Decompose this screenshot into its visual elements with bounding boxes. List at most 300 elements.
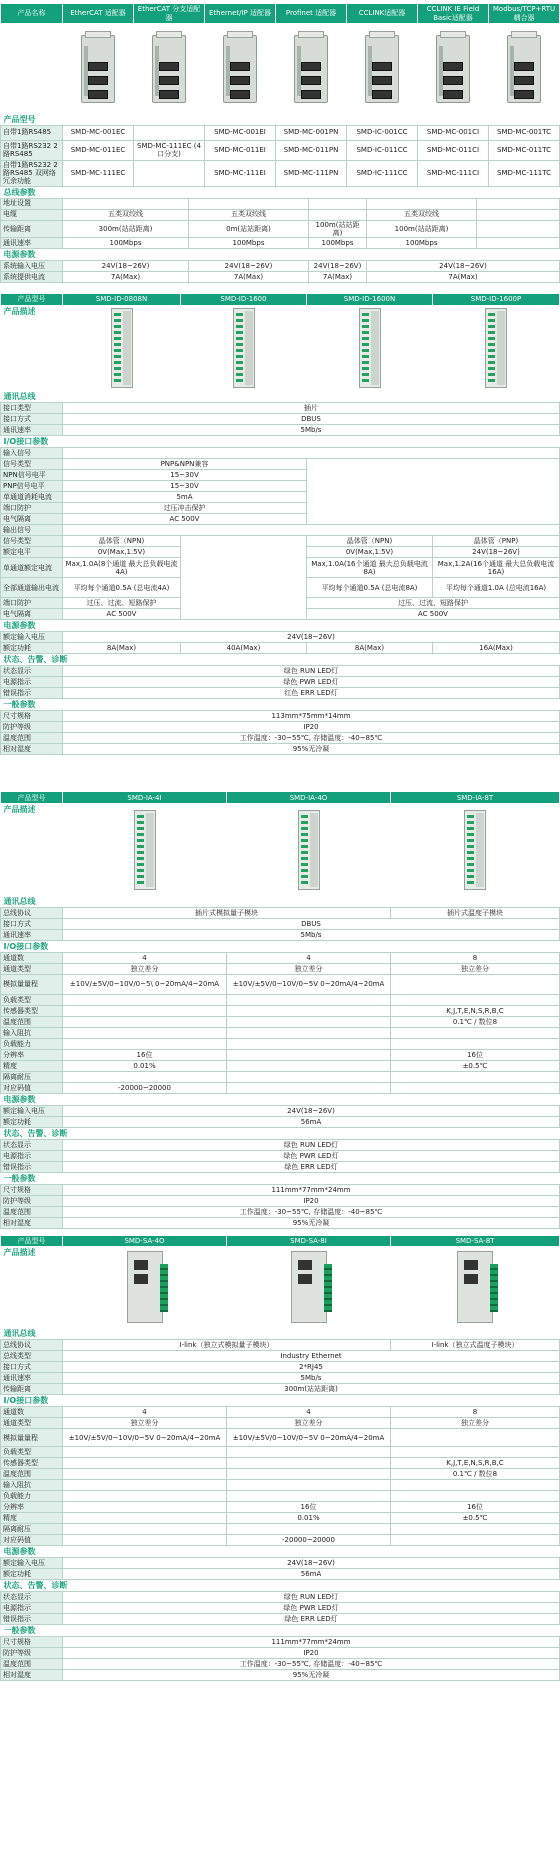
cell: 100Mbps (63, 237, 189, 248)
header-cell: Profinet 适配器 (276, 4, 347, 24)
table-row (1, 260, 560, 271)
cell: 0.1℃ / 数位8 (391, 1469, 560, 1480)
cell: Max,1.2A(16个通道 最大总负载电流16A) (433, 558, 560, 578)
cell: 16A(Max) (433, 643, 560, 654)
cell: 独立差分 (391, 1418, 560, 1429)
cell (307, 459, 560, 525)
cell (227, 1027, 391, 1038)
table-row (1, 1082, 560, 1093)
cell: SMD-MC-011PN (276, 140, 347, 160)
cell: 过压、过流、短路保护 (307, 598, 560, 609)
adapter-header-row (1, 4, 560, 24)
cell: 工作温度：-30~55℃, 存储温度：-40~85℃ (63, 1659, 560, 1670)
cell (391, 1535, 560, 1546)
cell (63, 1027, 227, 1038)
table-row (1, 1195, 560, 1206)
row-label: 输入阻抗 (1, 1480, 63, 1491)
row-label: 传感器类型 (1, 1005, 63, 1016)
table-row (1, 1614, 560, 1625)
section-title: 产品描述 (3, 306, 36, 316)
cell: AC 500V (63, 609, 181, 620)
standalone-io-table (0, 1235, 560, 1682)
row-label: 通讯速率 (1, 425, 63, 436)
cell: 过压冲击保护 (63, 503, 307, 514)
row-label: 额定功耗 (1, 1569, 63, 1580)
cell (227, 1524, 391, 1535)
cell: 绿色 PWR LED灯 (63, 677, 560, 688)
cell: 95%无冷凝 (63, 1670, 560, 1681)
row-label: 相对湿度 (1, 1217, 63, 1228)
cell: SMD-MC-011EC (63, 140, 134, 160)
table-row (1, 209, 560, 220)
row-label: 自带1路RS232 2路RS485 (1, 140, 63, 160)
cell: 5mA (63, 492, 307, 503)
header-cell: 产品型号 (1, 293, 63, 305)
cell: 独立差分 (391, 963, 560, 974)
row-label: 额定功耗 (1, 1116, 63, 1127)
cell: 平均每个通道0.5A (总电流4A) (63, 578, 181, 598)
cell (227, 1005, 391, 1016)
cell: SMD-MC-001EC (63, 125, 134, 140)
section-title: 产品描述 (3, 805, 36, 815)
cell: 4 (227, 952, 391, 963)
row-label: 电气隔离 (1, 514, 63, 525)
cell: 平均每个通道0.5A (总电流8A) (307, 578, 433, 598)
cell: 16位 (391, 1502, 560, 1513)
row-label: 额定输入电压 (1, 1558, 63, 1569)
cell: DBUS (63, 414, 560, 425)
section-title: 通讯总线 (3, 1329, 36, 1339)
cell (63, 1469, 227, 1480)
cell: AC 500V (307, 609, 560, 620)
row-label: 通道数 (1, 1407, 63, 1418)
analog-io-table (0, 791, 560, 1229)
cell: SMD-MC-111EC (4口分支) (134, 140, 205, 160)
cell: 24V(18~26V) (367, 260, 560, 271)
cell: 绿色 PWR LED灯 (63, 1603, 560, 1614)
cell: 绿色 ERR LED灯 (63, 1161, 560, 1172)
cell: 独立差分 (63, 963, 227, 974)
cell: 独立差分 (227, 1418, 391, 1429)
row-label: 传感器类型 (1, 1458, 63, 1469)
cell: SMD-IC-011CC (347, 140, 418, 160)
cell: PNP&NPN兼容 (63, 459, 307, 470)
cell (391, 1429, 560, 1447)
table-row (1, 907, 560, 918)
table-row (1, 952, 560, 963)
cell (391, 1071, 560, 1082)
section-title: 状态、告警、诊断 (3, 1581, 68, 1591)
cell: 95%无冷凝 (63, 1217, 560, 1228)
row-label: 接口类型 (1, 403, 63, 414)
cell: 5Mb/s (63, 425, 560, 436)
cell (391, 1480, 560, 1491)
section-title: 一般参数 (3, 1626, 36, 1636)
cell: SMD-MC-111TC (489, 160, 560, 186)
row-label: 输出信号 (1, 525, 63, 536)
cell: 0.01% (227, 1513, 391, 1524)
cell: 晶体管（NPN) (307, 536, 433, 547)
cell (63, 1038, 227, 1049)
cell: SMD-MC-111EC (63, 160, 134, 186)
row-label: 温度范围 (1, 1016, 63, 1027)
cell (477, 198, 560, 209)
table-row (1, 1005, 560, 1016)
io-slim-module-image (298, 810, 320, 890)
cell: 独立差分 (63, 1418, 227, 1429)
cell (227, 1480, 391, 1491)
table-row (1, 525, 560, 536)
row-label: 单通道额定电流 (1, 558, 63, 578)
table-row (1, 1038, 560, 1049)
cell: 4 (63, 1407, 227, 1418)
standalone-module-image (457, 1251, 493, 1323)
cell: ±10V/±5V/0~10V/0~5\ 0~20mA/4~20mA (63, 974, 227, 994)
table-row (1, 994, 560, 1005)
row-label: 系统提供电流 (1, 271, 63, 282)
header-cell: SMD-IA-8T (391, 792, 560, 804)
cell: 15~30V (63, 481, 307, 492)
cell: 300m(站站距离) (63, 220, 189, 237)
table-row (1, 1217, 560, 1228)
cell (227, 1491, 391, 1502)
table-row (1, 929, 560, 940)
section-title: 总线参数 (3, 187, 36, 197)
row-label: 端口防护 (1, 503, 63, 514)
cell: 绿色 RUN LED灯 (63, 666, 560, 677)
section-title: 电源参数 (3, 621, 36, 631)
table-row (1, 448, 560, 459)
row-label: 接口方式 (1, 1362, 63, 1373)
io-header-row (1, 792, 560, 804)
row-label: 通讯速率 (1, 929, 63, 940)
adapter-module-image (294, 35, 328, 103)
table-row (1, 733, 560, 744)
row-label: 电缆 (1, 209, 63, 220)
table-row (1, 918, 560, 929)
cell (63, 1071, 227, 1082)
table-row (1, 414, 560, 425)
cell: 111mm*77mm*24mm (63, 1184, 560, 1195)
cell (63, 1513, 227, 1524)
row-label: 状态显示 (1, 666, 63, 677)
header-cell: SMD-IA-4O (227, 792, 391, 804)
row-label: 通道类型 (1, 1418, 63, 1429)
cell: 7A(Max) (189, 271, 309, 282)
row-label: 错误指示 (1, 688, 63, 699)
table-row (1, 1524, 560, 1535)
cell (63, 1447, 227, 1458)
cell: 7A(Max) (309, 271, 367, 282)
row-label: PNP信号电平 (1, 481, 63, 492)
row-label: 负载类型 (1, 1447, 63, 1458)
section-title: 状态、告警、诊断 (3, 655, 68, 665)
cell: 5Mb/s (63, 1373, 560, 1384)
row-label: 温度范围 (1, 733, 63, 744)
cell (391, 1027, 560, 1038)
cell: K,J,T,E,N,S,R,B,C (391, 1005, 560, 1016)
row-label: 通讯速率 (1, 1373, 63, 1384)
table-row (1, 963, 560, 974)
header-cell: SMD-SA-8I (227, 1235, 391, 1246)
row-label: 精度 (1, 1513, 63, 1524)
cell: 7A(Max) (63, 271, 189, 282)
cell: 绿色 PWR LED灯 (63, 1150, 560, 1161)
table-row (1, 1418, 560, 1429)
cell (63, 525, 560, 536)
row-label: 防护等级 (1, 1195, 63, 1206)
cell (367, 198, 477, 209)
cell: DBUS (63, 918, 560, 929)
row-label: 温度范围 (1, 1469, 63, 1480)
cell (391, 1491, 560, 1502)
io-image-row (1, 1246, 560, 1328)
cell (227, 1060, 391, 1071)
cell (63, 1458, 227, 1469)
cell: IP20 (63, 1648, 560, 1659)
cell: 晶体管（PNP) (433, 536, 560, 547)
header-cell: Ethernet/IP 适配器 (205, 4, 276, 24)
row-label: 状态显示 (1, 1592, 63, 1603)
cell (134, 160, 205, 186)
row-label: 额定输入电压 (1, 632, 63, 643)
cell (309, 198, 367, 209)
row-label: 负载类型 (1, 994, 63, 1005)
cell: 100m(站站距离) (367, 220, 477, 237)
cell: IP20 (63, 722, 560, 733)
table-row (1, 536, 560, 547)
table-row (1, 1458, 560, 1469)
row-label: 输入信号 (1, 448, 63, 459)
digital-io-table (0, 293, 560, 756)
row-label: 地址设置 (1, 198, 63, 209)
row-label: 系统输入电压 (1, 260, 63, 271)
cell: 24V(18~26V) (63, 260, 189, 271)
table-row (1, 632, 560, 643)
cell (63, 198, 189, 209)
cell: Max,1.0A(16个通道 最大总负载电流8A) (307, 558, 433, 578)
cell (63, 1016, 227, 1027)
table-row (1, 1027, 560, 1038)
table-row (1, 643, 560, 654)
adapter-bus-table (0, 198, 560, 283)
row-label: 相对湿度 (1, 1670, 63, 1681)
row-label: 信号类型 (1, 459, 63, 470)
row-label: 额定电平 (1, 547, 63, 558)
cell: 56mA (63, 1116, 560, 1127)
io-image-row (1, 305, 560, 391)
cell: IP20 (63, 1195, 560, 1206)
row-label: 温度范围 (1, 1206, 63, 1217)
cell: 16位 (227, 1502, 391, 1513)
cell: SMD-IC-111CC (347, 160, 418, 186)
cell: 24V(18~26V) (63, 1105, 560, 1116)
table-row (1, 1637, 560, 1648)
cell: 工作温度：-30~55℃, 存储温度：-40~85℃ (63, 1206, 560, 1217)
cell: ±0.5℃ (391, 1513, 560, 1524)
row-label: 自带1路RS232 2路RS485 双网络冗余功能 (1, 160, 63, 186)
cell: SMD-MC-001CI (418, 125, 489, 140)
row-label: NPN信号电平 (1, 470, 63, 481)
row-label: 尺寸规格 (1, 711, 63, 722)
cell: 8 (391, 952, 560, 963)
table-row (1, 1384, 560, 1395)
table-row (1, 1447, 560, 1458)
row-label: 输入阻抗 (1, 1027, 63, 1038)
header-cell: EtherCAT 分支适配器 (134, 4, 205, 24)
table-row (1, 1407, 560, 1418)
cell: 五类双绞线 (63, 209, 189, 220)
table-row (1, 1340, 560, 1351)
cell: Max,1.0A(8个通道 最大总负载电流4A) (63, 558, 181, 578)
cell (63, 994, 227, 1005)
row-label: 通讯速率 (1, 237, 63, 248)
adapter-table (0, 3, 560, 198)
io-header-row (1, 293, 560, 305)
cell: 0V(Max,1.5V) (307, 547, 433, 558)
table-row (1, 271, 560, 282)
table-row (1, 425, 560, 436)
cell: 24V(18~26V) (189, 260, 309, 271)
cell: ±0.5℃ (391, 1060, 560, 1071)
cell: AC 500V (63, 514, 307, 525)
cell (227, 1071, 391, 1082)
cell: 300m(站站距离) (63, 1384, 560, 1395)
cell: 56mA (63, 1569, 560, 1580)
cell: 16位 (63, 1049, 227, 1060)
row-label: 总线协议 (1, 1340, 63, 1351)
header-cell: SMD-ID-1600N (307, 293, 433, 305)
cell: 24V(18~26V) (433, 547, 560, 558)
cell: SMD-MC-011EI (205, 140, 276, 160)
table-row (1, 1480, 560, 1491)
cell: 5Mb/s (63, 929, 560, 940)
table-row (1, 237, 560, 248)
table-row (1, 403, 560, 414)
row-label: 额定输入电压 (1, 1105, 63, 1116)
row-label: 通道数 (1, 952, 63, 963)
section-title: 产品描述 (3, 1247, 36, 1257)
cell: SMD-MC-011TC (489, 140, 560, 160)
cell: K,J,T,E,N,S,R,B,C (391, 1458, 560, 1469)
cell (227, 1038, 391, 1049)
table-row (1, 1535, 560, 1546)
cell: 8A(Max) (63, 643, 181, 654)
cell: 113mm*75mm*14mm (63, 711, 560, 722)
cell (227, 1049, 391, 1060)
io-slim-module-image (233, 308, 255, 388)
row-label: 负载能力 (1, 1491, 63, 1502)
row-label: 通道类型 (1, 963, 63, 974)
row-label: 总线类型 (1, 1351, 63, 1362)
adapter-module-image (81, 35, 115, 103)
table-row (1, 1502, 560, 1513)
cell (227, 1458, 391, 1469)
row-label: 模拟量量程 (1, 974, 63, 994)
table-row (1, 1429, 560, 1447)
standalone-module-image (291, 1251, 327, 1323)
row-label: 分辨率 (1, 1502, 63, 1513)
io-slim-module-image (464, 810, 486, 890)
adapter-module-image (152, 35, 186, 103)
cell: SMD-MC-111PN (276, 160, 347, 186)
cell: 绿色 RUN LED灯 (63, 1139, 560, 1150)
adapter-module-image (436, 35, 470, 103)
section-title: 电源参数 (3, 249, 36, 259)
table-row (1, 1060, 560, 1071)
row-label: 隔离耐压 (1, 1524, 63, 1535)
header-cell: SMD-IA-4I (63, 792, 227, 804)
cell (63, 448, 560, 459)
cell: 24V(18~26V) (309, 260, 367, 271)
cell: 插片 (63, 403, 560, 414)
io-slim-module-image (359, 308, 381, 388)
cell: 平均每个通道1.0A (总电流16A) (433, 578, 560, 598)
table-row (1, 160, 560, 186)
cell: I-link（独立式模拟量子模块） (63, 1340, 391, 1351)
section-title: I/O接口参数 (3, 437, 49, 447)
cell: 100Mbps (189, 237, 309, 248)
table-row (1, 1362, 560, 1373)
row-label: 接口方式 (1, 414, 63, 425)
cell (391, 1524, 560, 1535)
header-cell: CCLINK适配器 (347, 4, 418, 24)
cell (477, 209, 560, 220)
cell: 7A(Max) (367, 271, 560, 282)
header-cell: EtherCAT 适配器 (63, 4, 134, 24)
section-title: 产品型号 (3, 114, 36, 124)
table-row (1, 1603, 560, 1614)
table-row (1, 1592, 560, 1603)
cell: 插片式模拟量子模块 (63, 907, 391, 918)
row-label: 尺寸规格 (1, 1637, 63, 1648)
table-row (1, 1105, 560, 1116)
table-row (1, 1373, 560, 1384)
adapter-module-image (223, 35, 257, 103)
row-label: 模拟量量程 (1, 1429, 63, 1447)
cell: 五类双绞线 (367, 209, 477, 220)
cell (189, 198, 309, 209)
table-row (1, 1071, 560, 1082)
row-label: 单通道消耗电流 (1, 492, 63, 503)
cell: 95%无冷凝 (63, 744, 560, 755)
row-label: 状态显示 (1, 1139, 63, 1150)
cell (181, 536, 307, 620)
cell: 111mm*77mm*24mm (63, 1637, 560, 1648)
cell: I-link（独立式温度子模块） (391, 1340, 560, 1351)
cell (227, 1082, 391, 1093)
row-label: 防护等级 (1, 722, 63, 733)
table-row (1, 125, 560, 140)
standalone-module-image (127, 1251, 163, 1323)
section-title: 一般参数 (3, 700, 36, 710)
row-label: 信号类型 (1, 536, 63, 547)
cell: SMD-MC-001EI (205, 125, 276, 140)
row-label: 负载能力 (1, 1038, 63, 1049)
cell (391, 1082, 560, 1093)
cell: 过压、过流、短路保护 (63, 598, 181, 609)
header-cell: SMD-ID-1600 (181, 293, 307, 305)
table-row (1, 1116, 560, 1127)
cell: 100Mbps (309, 237, 367, 248)
header-cell: CCLINK IE Field Basic适配器 (418, 4, 489, 24)
row-label: 电气隔离 (1, 609, 63, 620)
io-slim-module-image (485, 308, 507, 388)
row-label: 分辨率 (1, 1049, 63, 1060)
cell: 8A(Max) (307, 643, 433, 654)
table-row (1, 688, 560, 699)
cell (227, 994, 391, 1005)
